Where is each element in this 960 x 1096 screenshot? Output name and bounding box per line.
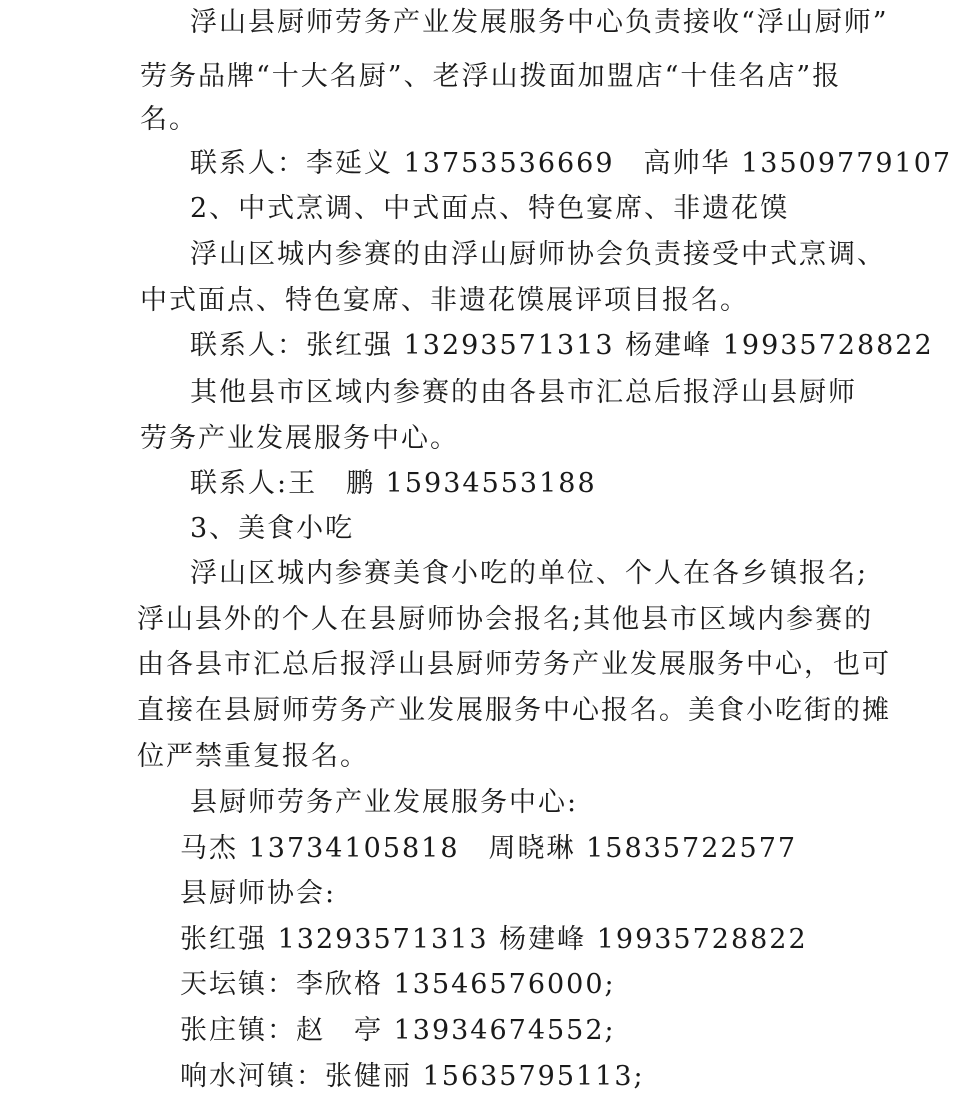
org-label-2: 县厨师协会: (180, 878, 337, 909)
contact-line-6: 天坛镇：李欣格 13546576000; (180, 969, 616, 1000)
paragraph-line-7: 劳务产业发展服务中心。 (140, 423, 459, 454)
paragraph-line-5: 中式面点、特色宴席、非遗花馍展评项目报名。 (140, 285, 749, 316)
contact-line-8: 响水河镇：张健丽 15635795113; (180, 1061, 645, 1092)
contact-line-1: 联系人：李延义 13753536669 高帅华 13509779107 (190, 148, 953, 179)
contact-line-3: 联系人:王 鹏 15934553188 (190, 468, 597, 499)
contact-line-2: 联系人：张红强 13293571313 杨建峰 19935728822 (190, 330, 934, 361)
paragraph-line-1: 浮山县厨师劳务产业发展服务中心负责接收“浮山厨师” (190, 7, 889, 38)
org-label-1: 县厨师劳务产业发展服务中心: (190, 787, 579, 818)
contact-line-5: 张红强 13293571313 杨建峰 19935728822 (180, 924, 808, 955)
paragraph-line-12: 位严禁重复报名。 (137, 741, 369, 772)
section-heading-2: 2、中式烹调、中式面点、特色宴席、非遗花馍 (190, 193, 790, 224)
contact-line-4: 马杰 13734105818 周晓琳 15835722577 (180, 833, 798, 864)
paragraph-line-2: 劳务品牌“十大名厨”、老浮山拨面加盟店“十佳名店”报 (140, 61, 842, 92)
paragraph-line-4: 浮山区城内参赛的由浮山厨师协会负责接受中式烹调、 (190, 239, 886, 270)
paragraph-line-8: 浮山区城内参赛美食小吃的单位、个人在各乡镇报名; (190, 558, 869, 589)
paragraph-line-9: 浮山县外的个人在县厨师协会报名;其他县市区域内参赛的 (137, 604, 874, 635)
paragraph-line-11: 直接在县厨师劳务产业发展服务中心报名。美食小吃街的摊 (137, 695, 891, 726)
section-heading-3: 3、美食小吃 (190, 513, 355, 544)
paragraph-line-3: 名。 (140, 104, 198, 135)
contact-line-7: 张庄镇：赵 亭 13934674552; (180, 1015, 616, 1046)
paragraph-line-6: 其他县市区域内参赛的由各县市汇总后报浮山县厨师 (190, 377, 857, 408)
paragraph-line-10: 由各县市汇总后报浮山县厨师劳务产业发展服务中心，也可 (137, 649, 891, 680)
